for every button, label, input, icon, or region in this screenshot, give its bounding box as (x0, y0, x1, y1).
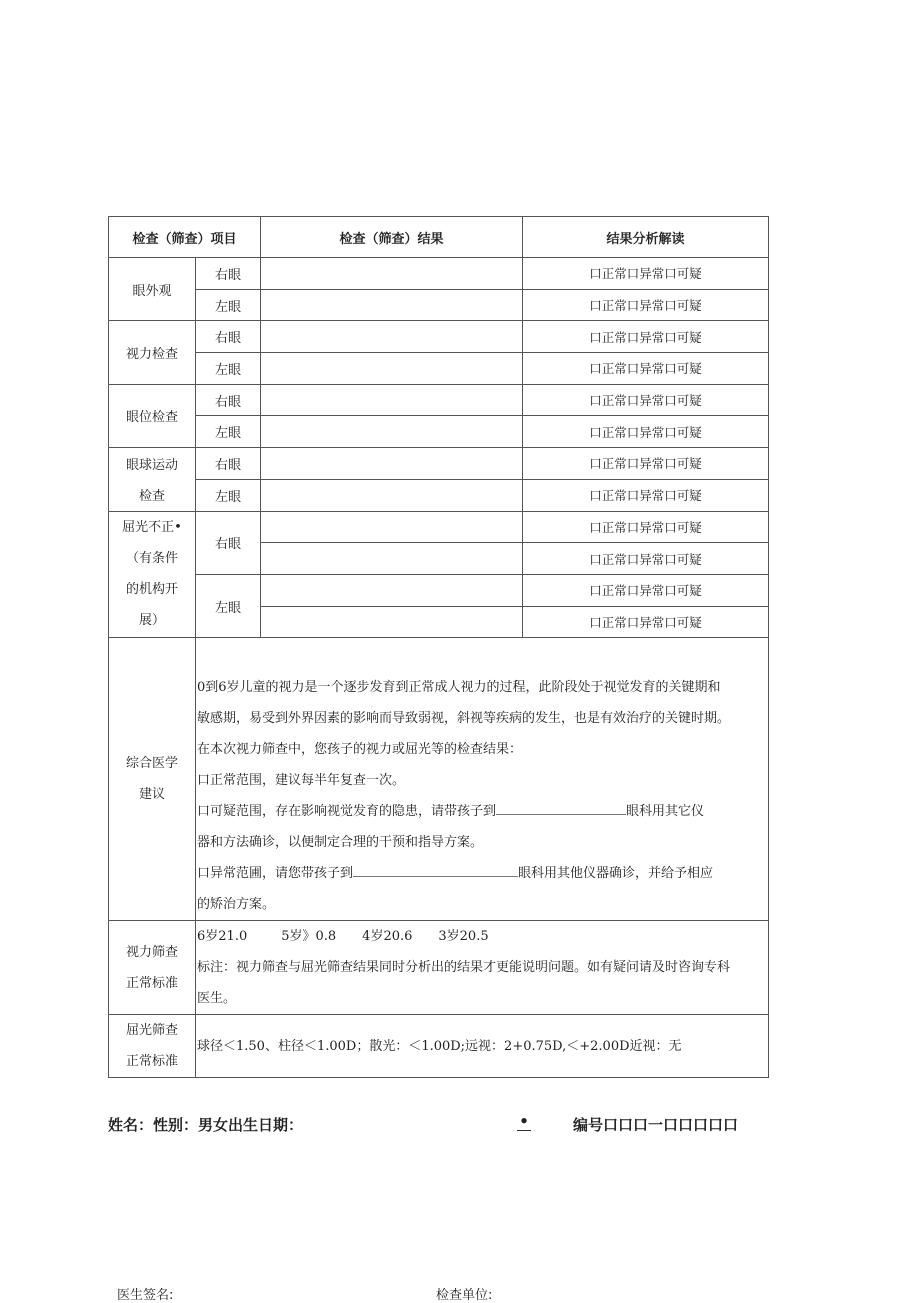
result-field[interactable] (261, 448, 523, 480)
refr-std-label: 屈光筛查 正常标准 (109, 1015, 196, 1078)
clinic-blank[interactable] (353, 864, 518, 877)
result-field[interactable] (261, 289, 523, 321)
refraction-label: 屈光不正• （有条件 的机构开 展） (109, 511, 196, 638)
result-options[interactable]: 口正常口异常口可疑 (523, 353, 769, 385)
result-options[interactable]: 口正常口异常口可疑 (523, 384, 769, 416)
result-options[interactable]: 口正常口异常口可疑 (523, 511, 769, 543)
eye-label: 左眼 (196, 289, 261, 321)
eye-label: 右眼 (196, 511, 261, 574)
result-field[interactable] (261, 353, 523, 385)
item-label: 眼外观 (109, 258, 196, 321)
item-label: 眼位检查 (109, 384, 196, 447)
result-field[interactable] (261, 258, 523, 290)
clinic-blank[interactable] (496, 802, 626, 815)
result-options[interactable]: 口正常口异常口可疑 (523, 258, 769, 290)
result-field[interactable] (261, 321, 523, 353)
result-options[interactable]: 口正常口异常口可疑 (523, 289, 769, 321)
result-field[interactable] (261, 543, 523, 575)
result-field[interactable] (261, 606, 523, 638)
eye-label: 右眼 (196, 321, 261, 353)
exam-unit: 检查单位: (436, 1288, 493, 1303)
eye-label: 左眼 (196, 479, 261, 511)
screening-table (108, 216, 769, 1078)
result-options[interactable]: 口正常口异常口可疑 (523, 416, 769, 448)
header-analysis: 结果分析解读 (523, 217, 769, 258)
date-dot: • (517, 1112, 531, 1131)
item-label: 眼球运动 检查 (109, 448, 196, 511)
advice-text: 0到6岁儿童的视力是一个逐步发育到正常成人视力的过程，此阶段处于视觉发育的关键期和 敏感期，易受到外界因素的影响而导致弱视，斜视等疾病的发生，也是有效治疗的关键时期。 在本次视力筛查中，您孩子的视力或屈光等的检查结果： 口正常范围，建议每半年复查一次。 口可疑范围，存在影响视觉发育的隐患，请带孩子到 眼科用其它仪 器和方法确诊，以便制定合理的干预和指导方案。 口异常范圃，请您带孩子到 眼科用其他仪器确诊，并给予相应 的矫治方案。 (196, 638, 769, 921)
eye-label: 右眼 (196, 448, 261, 480)
result-options[interactable]: 口正常口异常口可疑 (523, 606, 769, 638)
eye-label: 右眼 (196, 258, 261, 290)
serial-number: 编号口口口一口口口口口 (573, 1116, 739, 1134)
eye-label: 左眼 (196, 416, 261, 448)
result-options[interactable]: 口正常口异常口可疑 (523, 543, 769, 575)
result-field[interactable] (261, 574, 523, 606)
refr-std-text: 球径＜1.50、柱径＜1.00D；散光：＜1.00D;远视：2+0.75D,＜+2.00D近视：无 (196, 1015, 769, 1078)
result-options[interactable]: 口正常口异常口可疑 (523, 574, 769, 606)
vision-std-text: 6岁21.0 5岁》0.8 4岁20.6 3岁20.5 标注：视力筛查与屈光筛查结果同时分析出的结果才更能说明问题。如有疑问请及时咨询专科 医生。 (196, 921, 769, 1015)
eye-label: 左眼 (196, 574, 261, 637)
eye-label: 右眼 (196, 384, 261, 416)
result-field[interactable] (261, 384, 523, 416)
advice-label: 综合医学 建议 (109, 638, 196, 921)
vision-std-label: 视力筛查 正常标准 (109, 921, 196, 1015)
result-field[interactable] (261, 416, 523, 448)
doctor-signature: 医生签名: (117, 1288, 174, 1303)
result-options[interactable]: 口正常口异常口可疑 (523, 321, 769, 353)
patient-info: 姓名：性别：男女出生日期： (108, 1116, 304, 1134)
header-result: 检查（筛查）结果 (261, 217, 523, 258)
result-field[interactable] (261, 511, 523, 543)
item-label: 视力检查 (109, 321, 196, 384)
result-options[interactable]: 口正常口异常口可疑 (523, 448, 769, 480)
result-field[interactable] (261, 479, 523, 511)
result-options[interactable]: 口正常口异常口可疑 (523, 479, 769, 511)
header-item: 检查（筛查）项目 (109, 217, 261, 258)
eye-label: 左眼 (196, 353, 261, 385)
